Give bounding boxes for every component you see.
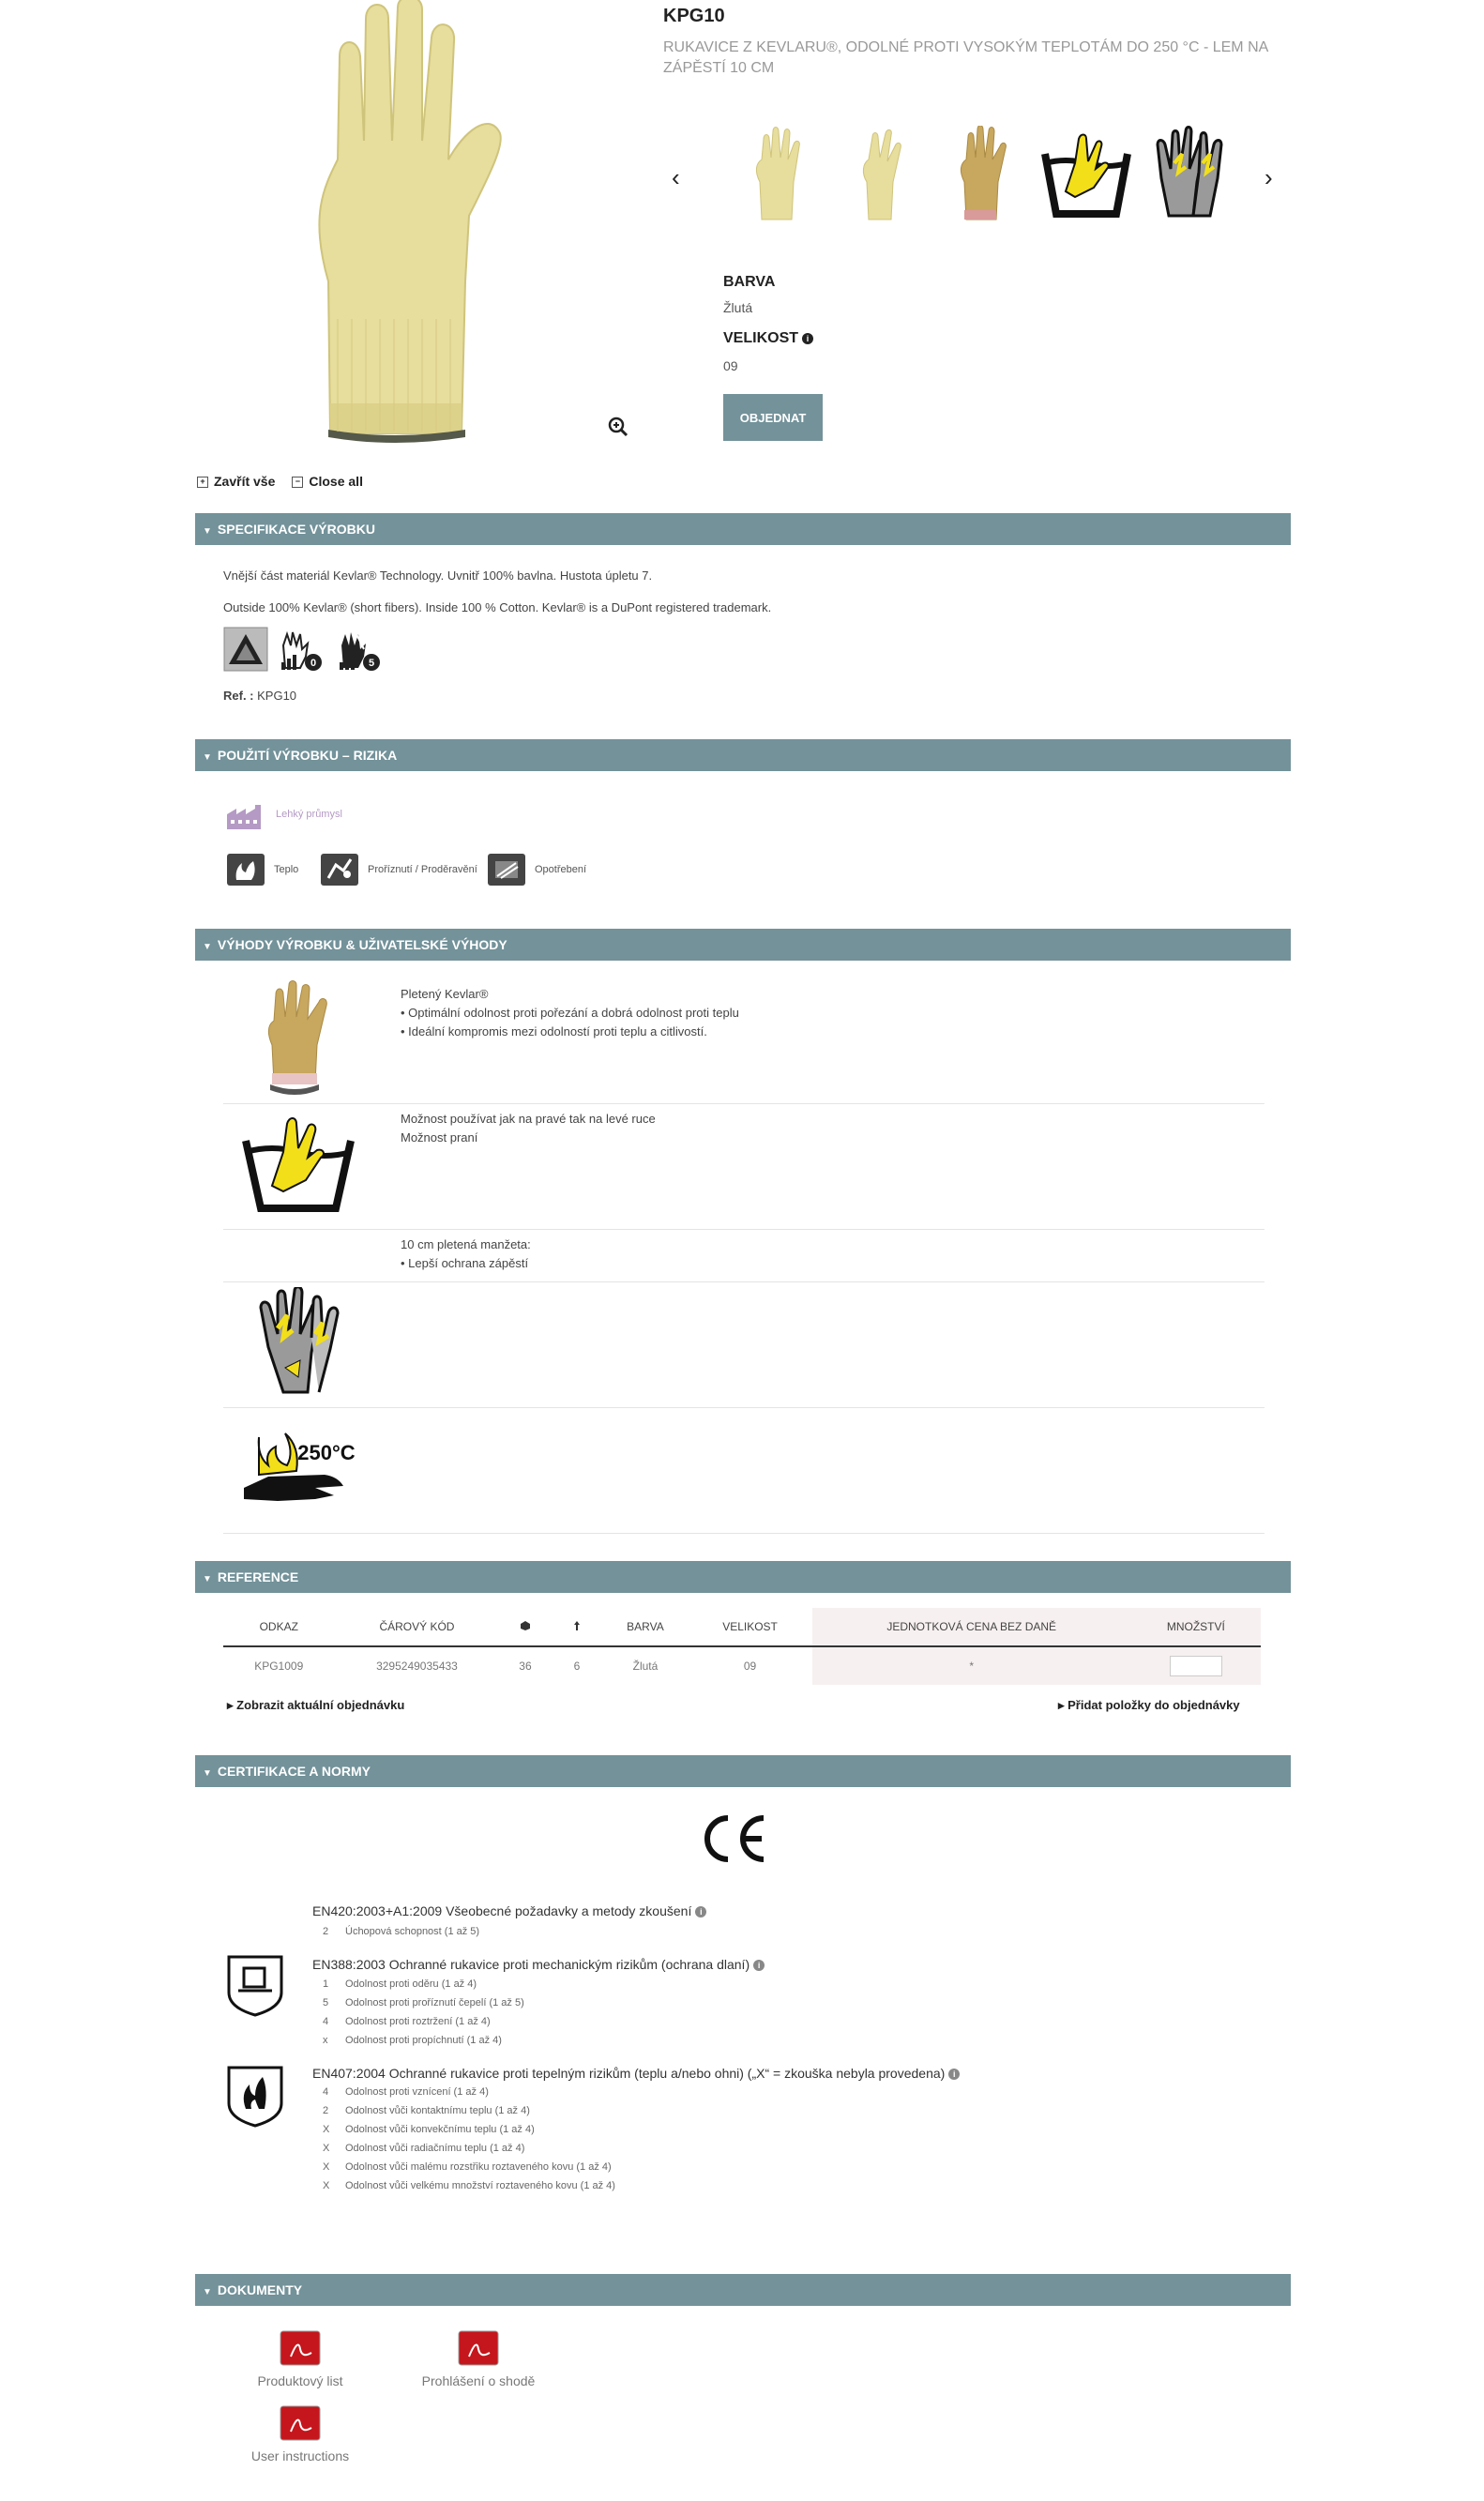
col-color: BARVA [603, 1608, 689, 1646]
size-label-text: VELIKOST [723, 330, 799, 346]
benefit-text-2 [401, 1110, 656, 1147]
info-icon[interactable]: i [802, 333, 813, 344]
size-value: 09 [723, 358, 738, 373]
benefit-2-line-2: Možnost praní [401, 1130, 478, 1144]
en388-pictogram-icon [225, 1951, 285, 2017]
norm-en420-items [323, 1922, 479, 1941]
cell-quantity [1131, 1646, 1261, 1685]
show-order-link[interactable] [227, 1698, 404, 1713]
item-score: 2 [323, 2105, 329, 2116]
product-main-image[interactable] [281, 0, 563, 450]
item-score: X [323, 2161, 330, 2173]
close-all-toggle[interactable] [292, 474, 363, 489]
list-item [323, 2176, 615, 2195]
section-title-docs: DOKUMENTY [217, 2282, 303, 2297]
doc-link-declaration[interactable] [403, 2330, 553, 2388]
list-item [323, 2139, 615, 2158]
pack-icon [571, 1620, 583, 1631]
spec-line-2: Outside 100% Kevlar® (short fibers). Inside 100 % Cotton. Kevlar® is a DuPont registered trademark. [223, 600, 772, 614]
col-size: VELIKOST [688, 1608, 811, 1646]
norm-en388-title [312, 1957, 765, 1972]
list-item [323, 2012, 524, 2031]
cell-size: 09 [743, 1660, 757, 1673]
benefit-knitted-glove-image [253, 979, 347, 1098]
benefit-1-line-2: • Optimální odolnost proti pořezání a dobrá odolnost proti teplu [401, 1006, 739, 1020]
heat-badge-text: 250°C [297, 1441, 356, 1464]
section-header-usage[interactable] [195, 739, 1291, 771]
item-score: 5 [323, 1997, 329, 2008]
info-icon[interactable]: i [695, 1906, 706, 1917]
item-label: Odolnost proti proříznutí čepelí (1 až 5) [345, 1997, 524, 2008]
add-items-label: Přidat položky do objednávky [1068, 1698, 1240, 1712]
thumbnail-ambidextrous-icon[interactable] [1141, 126, 1238, 225]
benefit-1-line-1: Pletený Kevlar® [401, 987, 489, 1001]
ref-value: KPG10 [257, 689, 297, 703]
item-score: 4 [323, 2086, 329, 2098]
box-icon [520, 1620, 531, 1631]
item-label: Odolnost vůči radiačnímu teplu (1 až 4) [345, 2143, 525, 2154]
norm-en407-text: EN407:2004 Ochranné rukavice proti tepelným rizikům (teplu a/nebo ohni) („X“ = zkouška nebyla provedena) [312, 2066, 946, 2081]
section-title-certs: CERTIFIKACE A NORMY [217, 1764, 371, 1779]
cell-odkaz: KPG1009 [254, 1660, 304, 1673]
size-label [723, 330, 813, 347]
chevron-left-icon[interactable]: ‹ [672, 163, 680, 191]
doc-label: Prohlášení o shodě [421, 2373, 536, 2388]
reference-table [223, 1608, 1261, 1685]
color-label: BARVA [723, 274, 776, 290]
chevron-right-icon[interactable]: › [1264, 163, 1273, 191]
section-header-benefits[interactable] [195, 929, 1291, 961]
caret-down-icon: ▼ [203, 526, 212, 537]
caret-down-icon: ▼ [203, 2287, 212, 2297]
caret-right-icon: ▸ [227, 1698, 237, 1712]
caret-down-icon: ▼ [203, 1768, 212, 1779]
doc-link-product-sheet[interactable] [244, 2330, 356, 2388]
col-barcode: ČÁROVÝ KÓD [334, 1608, 499, 1646]
col-pack-icon [552, 1608, 603, 1646]
section-header-spec[interactable] [195, 513, 1291, 545]
factory-icon [225, 803, 265, 831]
risk-label-wear: Opotřebení [535, 864, 587, 875]
benefit-3-line-1: 10 cm pletená manžeta: [401, 1237, 531, 1251]
cell-box: 36 [519, 1660, 532, 1673]
item-label: Odolnost vůči malému rozstřiku roztaveného kovu (1 až 4) [345, 2161, 612, 2173]
list-item [323, 1922, 479, 1941]
item-score: X [323, 2180, 330, 2191]
en407-pictogram-icon [225, 2062, 285, 2128]
risk-label-heat: Teplo [274, 864, 299, 875]
benefit-washable-icon [240, 1114, 356, 1214]
thumbnail-glove-palm[interactable] [934, 126, 1032, 225]
color-value: Žlutá [723, 300, 753, 315]
benefit-2-line-1: Možnost používat jak na pravé tak na levé ruce [401, 1112, 656, 1126]
order-button[interactable]: OBJEDNAT [723, 394, 823, 441]
usage-industry: Lehký průmysl [276, 809, 342, 820]
item-score: x [323, 2035, 328, 2046]
item-label: Odolnost vůči velkému množství roztaveného kovu (1 až 4) [345, 2180, 615, 2191]
thumbnail-carousel [672, 126, 1281, 229]
info-icon[interactable]: i [948, 2069, 960, 2080]
list-item [323, 2083, 615, 2101]
benefit-divider [223, 1103, 1264, 1104]
cell-pack: 6 [573, 1660, 581, 1673]
benefit-3-line-2: • Lepší ochrana zápěstí [401, 1256, 529, 1270]
thumbnail-glove-front[interactable] [728, 126, 825, 225]
list-item [323, 2101, 615, 2120]
col-unit-price: JEDNOTKOVÁ CENA BEZ DANĚ [812, 1608, 1131, 1646]
col-box-icon [499, 1608, 551, 1646]
benefit-divider [223, 1407, 1264, 1408]
add-items-link[interactable] [1058, 1698, 1240, 1713]
quantity-input[interactable] [1170, 1656, 1222, 1676]
cut-risk-icon [336, 627, 385, 674]
cell-barcode: 3295249035433 [376, 1660, 458, 1673]
doc-label: User instructions [250, 2448, 350, 2463]
cell-price: * [812, 1646, 1131, 1685]
item-label: Odolnost proti roztržení (1 až 4) [345, 2016, 491, 2027]
item-score: 2 [323, 1926, 329, 1937]
cut-puncture-risk-icon [321, 854, 358, 886]
item-label: Odolnost vůči kontaktnímu teplu (1 až 4) [345, 2105, 530, 2116]
caret-right-icon: ▸ [1058, 1698, 1068, 1712]
section-title-usage: POUŽITÍ VÝROBKU – RIZIKA [217, 748, 398, 763]
list-item [323, 2120, 615, 2139]
pdf-icon [280, 2330, 321, 2366]
item-label: Odolnost proti propíchnutí (1 až 4) [345, 2035, 502, 2046]
close-all-label: Close all [309, 474, 363, 489]
ref-line [223, 689, 296, 703]
accordion-toggles [197, 474, 363, 489]
doc-link-user-instructions[interactable] [244, 2405, 356, 2463]
item-score: X [323, 2143, 330, 2154]
list-item [323, 1993, 524, 2012]
benefit-divider [223, 1281, 1264, 1282]
risk-badge-5: 5 [368, 658, 375, 669]
benefit-1-line-3: • Ideální kompromis mezi odolností proti teplu a citlivostí. [401, 1024, 707, 1038]
wear-risk-icon [488, 854, 525, 886]
zoom-icon[interactable] [608, 417, 628, 437]
doc-label: Produktový list [257, 2373, 343, 2388]
section-title-spec: SPECIFIKACE VÝROBKU [217, 522, 375, 537]
col-odkaz: ODKAZ [223, 1608, 334, 1646]
norm-en420-text: EN420:2003+A1:2009 Všeobecné požadavky a metody zkoušení [312, 1903, 692, 1918]
norm-en407-items [323, 2083, 615, 2195]
item-score: 1 [323, 1978, 329, 1990]
heat-risk-icon [227, 854, 265, 886]
plus-square-icon: + [197, 477, 208, 488]
spec-line-1: Vnější část materiál Kevlar® Technology. Uvnitř 100% bavlna. Hustota úpletu 7. [223, 568, 653, 583]
benefit-divider [223, 1229, 1264, 1230]
section-title-reference: REFERENCE [217, 1569, 299, 1584]
caret-down-icon: ▼ [203, 942, 212, 952]
section-header-docs[interactable] [195, 2274, 1291, 2306]
ref-label: Ref. : [223, 689, 254, 703]
item-score: 4 [323, 2016, 329, 2027]
risk-label-cut: Proříznutí / Proděravění [368, 864, 477, 875]
item-label: Odolnost proti vznícení (1 až 4) [345, 2086, 489, 2098]
benefit-divider [223, 1533, 1264, 1534]
product-description: RUKAVICE Z KEVLARU®, ODOLNÉ PROTI VYSOKÝM TEPLOTÁM DO 250 °C - LEM NA ZÁPĚSTÍ 10 CM [663, 39, 1268, 76]
item-label: Úchopová schopnost (1 až 5) [345, 1926, 480, 1937]
col-quantity: MNOŽSTVÍ [1131, 1608, 1261, 1646]
minus-square-icon: − [292, 477, 303, 488]
mechanical-risk-icon [278, 627, 326, 674]
reference-table-header [223, 1608, 1261, 1646]
thumbnail-washable-icon[interactable] [1037, 126, 1135, 225]
benefit-heat-250-icon [240, 1418, 362, 1512]
risk-list [227, 854, 586, 886]
benefit-text-3 [401, 1235, 531, 1273]
item-score: X [323, 2124, 330, 2135]
benefit-ambidextrous-icon [250, 1287, 351, 1398]
norm-en420-title [312, 1903, 706, 1918]
delta-plus-logo-icon [223, 627, 268, 672]
show-order-label: Zobrazit aktuální objednávku [236, 1698, 405, 1712]
section-header-reference[interactable] [195, 1561, 1291, 1593]
pdf-icon [280, 2405, 321, 2441]
pdf-icon [458, 2330, 499, 2366]
norm-en388-items [323, 1975, 524, 2050]
ce-mark-icon [698, 1812, 769, 1865]
caret-down-icon: ▼ [203, 752, 212, 763]
info-icon[interactable]: i [753, 1960, 765, 1971]
list-item [323, 1975, 524, 1993]
item-label: Odolnost proti oděru (1 až 4) [345, 1978, 477, 1990]
norm-en407-title [312, 2066, 960, 2081]
product-code: KPG10 [663, 6, 725, 26]
table-row [223, 1646, 1261, 1685]
list-item [323, 2031, 524, 2050]
benefit-text-1 [401, 985, 739, 1041]
norm-en388-text: EN388:2003 Ochranné rukavice proti mechanickým rizikům (ochrana dlaní) [312, 1957, 750, 1972]
expand-all-toggle[interactable] [197, 474, 275, 489]
section-title-benefits: VÝHODY VÝROBKU & UŽIVATELSKÉ VÝHODY [217, 937, 507, 952]
thumbnail-glove-side[interactable] [831, 126, 929, 225]
cell-color: Žlutá [632, 1660, 659, 1673]
list-item [323, 2158, 615, 2176]
item-label: Odolnost vůči konvekčnímu teplu (1 až 4) [345, 2124, 535, 2135]
section-header-certs[interactable] [195, 1755, 1291, 1787]
caret-down-icon: ▼ [203, 1574, 212, 1584]
expand-all-label: Zavřít vše [214, 474, 276, 489]
risk-badge-0: 0 [310, 658, 317, 669]
